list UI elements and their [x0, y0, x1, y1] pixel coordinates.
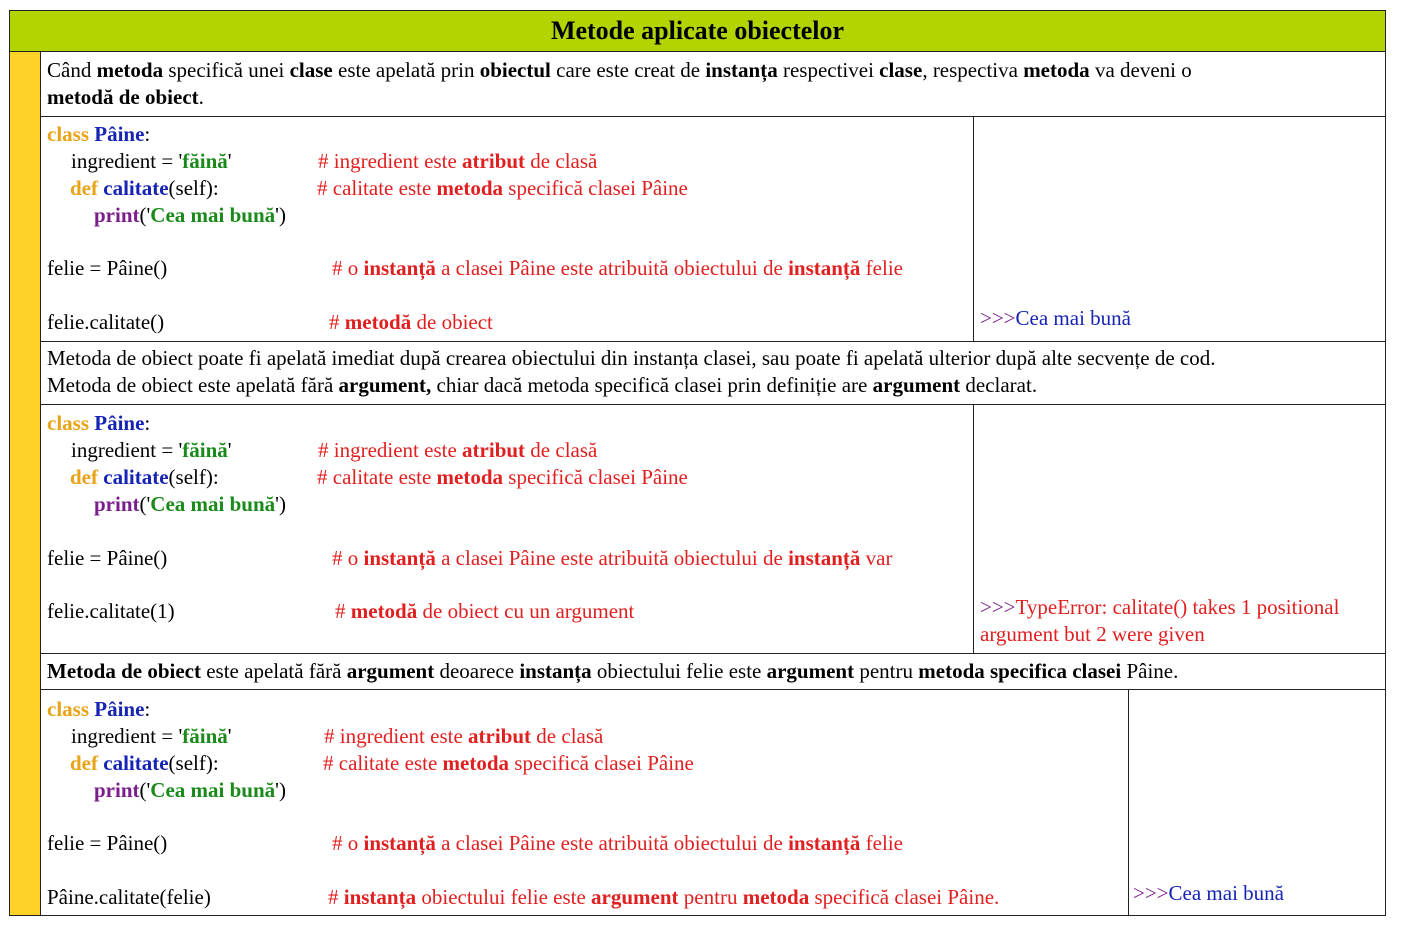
comment-instance: # o instanță a clasei Pâine este atribuită obiectului de instanță var	[332, 546, 893, 570]
comment-call: # metodă de obiect	[329, 310, 493, 334]
explain-3-text: Metoda de obiect este apelată fără argument deoarece instanța obiectului felie este argument pentru metoda specifica clasei Pâine.	[47, 659, 1179, 683]
comment-calitate: # calitate este metoda specifică clasei Pâine	[317, 465, 688, 489]
intro-text: Când metoda specifică unei clase este apelată prin obiectul care este creat de instanța respectivei clase, respectiva metoda va deveni o metodă de obiect.	[47, 58, 1192, 109]
code-line-ingredient: ingredient = 'făină'	[71, 724, 232, 748]
comment-calitate: # calitate este metoda specifică clasei Pâine	[317, 176, 688, 200]
comment-call: # instanța obiectului felie este argument pentru metoda specifică clasei Pâine.	[328, 885, 1000, 909]
output-block-3: >>>Cea mai bună	[1133, 881, 1284, 905]
comment-call: # metodă de obiect cu un argument	[335, 599, 635, 623]
code-line-print: print('Cea mai bună')	[94, 492, 286, 516]
column-divider	[1128, 689, 1129, 915]
code-line-class: class Pâine:	[47, 122, 151, 146]
row-divider	[41, 404, 1385, 405]
comment-ingredient: # ingredient este atribut de clasă	[318, 149, 598, 173]
output-block-2: >>>TypeError: calitate() takes 1 positional	[980, 595, 1340, 619]
page-title: Metode aplicate obiectelor	[10, 11, 1385, 52]
code-line-instance: felie = Pâine()	[47, 546, 168, 570]
code-line-instance: felie = Pâine()	[47, 256, 168, 280]
comment-instance: # o instanță a clasei Pâine este atribuită obiectului de instanță felie	[332, 831, 903, 855]
comment-ingredient: # ingredient este atribut de clasă	[318, 438, 598, 462]
output-block-1: >>>Cea mai bună	[980, 306, 1131, 330]
code-line-class: class Pâine:	[47, 411, 151, 435]
row-divider	[41, 653, 1385, 654]
code-line-def: def calitate(self):	[70, 176, 219, 200]
row-divider	[41, 116, 1385, 117]
code-line-instance: felie = Pâine()	[47, 831, 168, 855]
comment-instance: # o instanță a clasei Pâine este atribuită obiectului de instanță felie	[332, 256, 903, 280]
code-line-def: def calitate(self):	[70, 465, 219, 489]
code-line-def: def calitate(self):	[70, 751, 219, 775]
code-line-class: class Pâine:	[47, 697, 151, 721]
row-divider	[41, 341, 1385, 342]
code-line-call: felie.calitate()	[47, 310, 165, 334]
comment-ingredient: # ingredient este atribut de clasă	[324, 724, 604, 748]
row-divider	[41, 689, 1385, 690]
code-line-ingredient: ingredient = 'făină'	[71, 438, 232, 462]
column-divider	[973, 404, 974, 653]
comment-calitate: # calitate este metoda specifică clasei Pâine	[323, 751, 694, 775]
code-line-call: felie.calitate(1)	[47, 599, 175, 623]
code-line-print: print('Cea mai bună')	[94, 778, 286, 802]
code-line-call: Pâine.calitate(felie)	[47, 885, 211, 909]
code-line-print: print('Cea mai bună')	[94, 203, 286, 227]
side-stripe	[10, 52, 41, 915]
code-line-ingredient: ingredient = 'făină'	[71, 149, 232, 173]
column-divider	[973, 116, 974, 341]
explain-2-line-2: Metoda de obiect este apelată fără argument, chiar dacă metoda specifică clasei prin definiție are argument declarat.	[47, 373, 1038, 397]
explain-2-line-1: Metoda de obiect poate fi apelată imediat după crearea obiectului din instanța clasei, sau poate fi apelată ulterior după alte secvențe de cod.	[47, 346, 1216, 370]
output-block-2-cont: argument but 2 were given	[980, 622, 1205, 646]
